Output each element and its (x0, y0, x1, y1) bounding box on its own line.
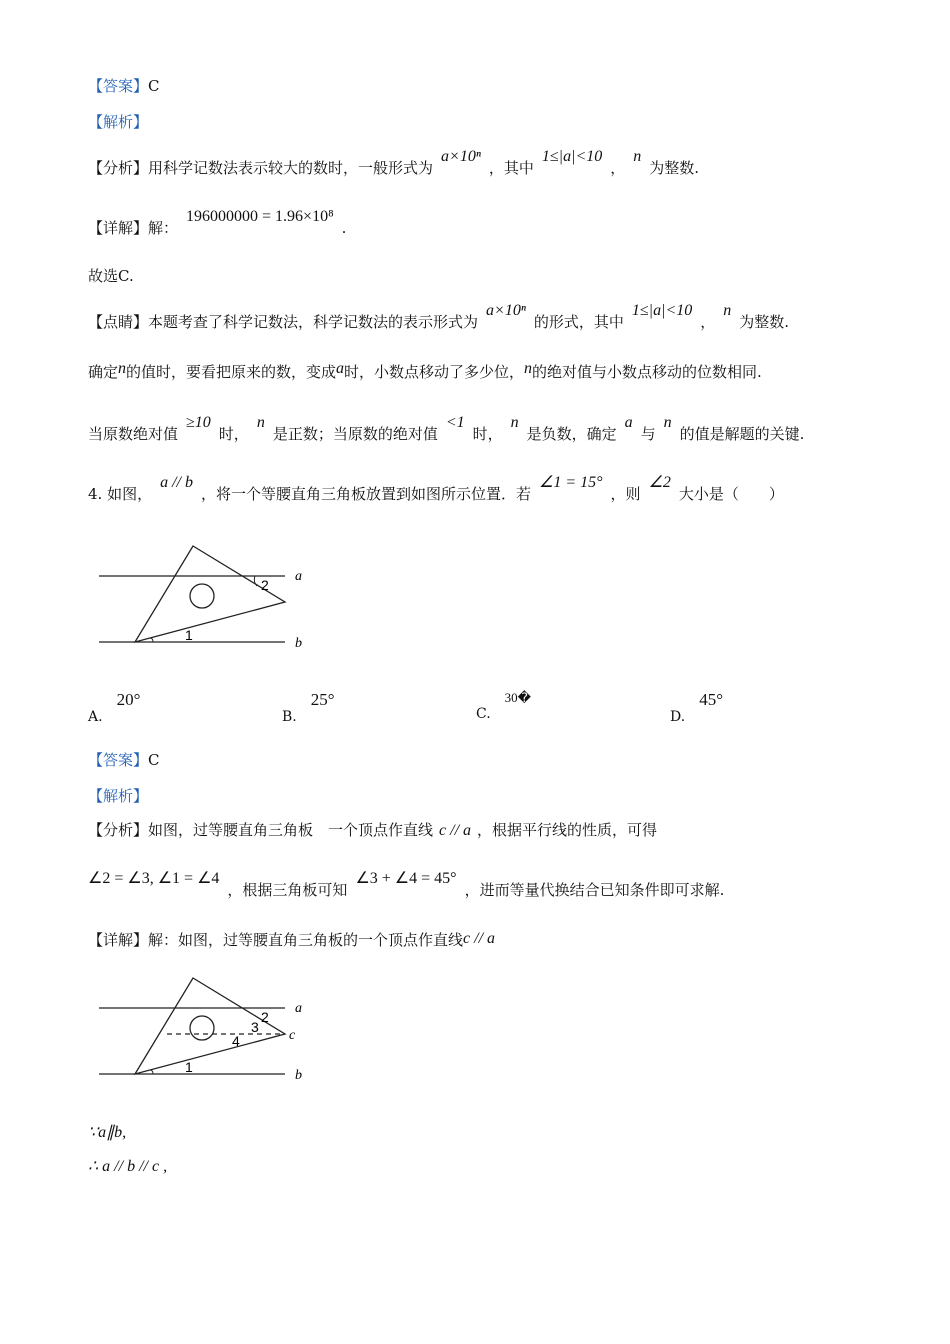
math-expr: ∠2 = ∠3, ∠1 = ∠4 (88, 870, 220, 887)
fenxi-text: 为整数. (649, 159, 700, 177)
option-value: 20° (116, 690, 141, 709)
math-expr: a×10ⁿ (486, 302, 526, 319)
option-letter: B. (282, 709, 297, 725)
fenxi-text: 如图，过等腰直角三角板 一个顶点作直线 (148, 821, 434, 839)
xiangjie-line-2 (88, 930, 495, 951)
math-expr: n (723, 302, 732, 319)
answer-value: C (148, 77, 160, 95)
math-expr: n (510, 414, 519, 431)
label-4: 4 (232, 1033, 240, 1049)
math-expr: 196000000 = 1.96×10⁸ (186, 208, 334, 225)
math-expr: 1≤|a|<10 (631, 302, 693, 319)
math-expr: n (524, 360, 533, 377)
geometry-figure-2 (95, 972, 325, 1087)
text: 是负数，确定 (526, 425, 617, 443)
answer-line-1 (88, 76, 160, 96)
fenxi-line-2b (88, 870, 725, 901)
fenxi-tag: 【分析】 (88, 821, 149, 839)
math-expr: ≥10 (186, 414, 211, 431)
triangle-ruler (135, 546, 285, 642)
label-a: a (295, 569, 302, 584)
text: 的值时，要看把原来的数，变成 (126, 363, 337, 381)
xiangjie-line-1 (88, 208, 347, 239)
ruler-hole (190, 584, 214, 608)
fenxi-tag: 【分析】 (88, 159, 149, 177)
triangle-ruler (135, 978, 285, 1074)
math-expr: n (663, 414, 672, 431)
question-text: ，将一个等腰直角三角板放置到如图所示位置．若 (200, 485, 531, 503)
xiangjie-end: . (341, 219, 347, 237)
text: 的值是解题的关键. (679, 425, 805, 443)
option-value: 30� (504, 690, 532, 705)
xiangjie-text: 解： (148, 219, 179, 237)
fenxi-text: ， (610, 159, 626, 177)
proof-line-2 (88, 1156, 167, 1177)
text: 时， (472, 425, 503, 443)
math-expr: c // a (463, 930, 496, 947)
option-a[interactable] (88, 690, 141, 726)
text: 的绝对值与小数点移动的位数相同. (532, 363, 762, 381)
fenxi-text: ，根据三角板可知 (227, 881, 348, 899)
text: 确定 (88, 363, 119, 381)
analysis-tag: 【解析】 (88, 787, 149, 805)
math-expr: n (256, 414, 265, 431)
dianjing-line (88, 302, 790, 333)
analysis-tag: 【解析】 (88, 113, 149, 131)
fenxi-text: ，其中 (488, 159, 534, 177)
math-expr: a (336, 360, 345, 377)
option-value: 25° (310, 690, 335, 709)
math-expr: ∠2 (648, 474, 671, 491)
fenxi-text: 用科学记数法表示较大的数时，一般形式为 (148, 159, 434, 177)
label-2: 2 (261, 577, 269, 593)
dianjing-text: 的形式，其中 (533, 313, 624, 331)
analysis-tag-2 (88, 786, 148, 806)
math-expr: n (118, 360, 127, 377)
ruler-hole (190, 1016, 214, 1040)
label-b: b (295, 636, 302, 651)
conclusion-line: 故选C. (88, 267, 134, 285)
text: 当原数绝对值 (88, 425, 179, 443)
option-letter: A. (88, 709, 103, 725)
answer-value: C (148, 751, 160, 769)
label-a: a (295, 1001, 302, 1016)
label-3: 3 (251, 1019, 259, 1035)
option-letter: C. (476, 706, 491, 722)
proof-text: ∴ a // b // c , (88, 1158, 168, 1175)
question-text: 大小是（ ） (678, 485, 784, 503)
math-expr: a×10ⁿ (441, 148, 481, 165)
dianjing-text: 为整数. (739, 313, 790, 331)
dianjing-line-3 (88, 414, 805, 445)
math-expr: ∠1 = 15° (539, 474, 603, 491)
dianjing-text: 本题考查了科学记数法，科学记数法的表示形式为 (148, 313, 479, 331)
fenxi-line-2 (88, 820, 657, 841)
fenxi-text: ，进而等量代换结合已知条件即可求解. (464, 881, 725, 899)
math-expr: ∠3 + ∠4 = 45° (355, 870, 457, 887)
question-number: 4. 如图， (88, 485, 153, 503)
math-expr: n (633, 148, 642, 165)
proof-line-1 (88, 1122, 126, 1143)
text: 时，小数点移动了多少位， (344, 363, 525, 381)
question-text: ，则 (610, 485, 641, 503)
text: 是正数；当原数的绝对值 (272, 425, 438, 443)
option-c[interactable] (476, 690, 532, 722)
option-letter: D. (670, 709, 686, 725)
answer-tag: 【答案】 (88, 751, 149, 769)
label-2: 2 (261, 1009, 269, 1025)
option-d[interactable] (670, 690, 723, 726)
fenxi-text: ，根据平行线的性质，可得 (477, 821, 658, 839)
option-value: 45° (699, 690, 723, 709)
text: 与 (640, 425, 656, 443)
label-c: c (289, 1028, 296, 1043)
math-expr: <1 (445, 414, 465, 431)
label-1: 1 (185, 1059, 193, 1075)
answer-tag: 【答案】 (88, 77, 149, 95)
xiangjie-text: 解：如图，过等腰直角三角板的一个顶点作直线 (148, 931, 464, 949)
proof-text: ∵a∥b, (88, 1124, 127, 1141)
math-expr: a (624, 414, 633, 431)
xiangjie-tag: 【详解】 (88, 931, 149, 949)
dianjing-line-2 (88, 362, 762, 383)
analysis-tag-1 (88, 112, 148, 132)
dianjing-tag: 【点睛】 (88, 313, 149, 331)
text: 时， (218, 425, 249, 443)
math-expr: a // b (160, 474, 193, 491)
xiangjie-tag: 【详解】 (88, 219, 149, 237)
fenxi-line-1 (88, 148, 700, 179)
answer-line-2 (88, 750, 160, 770)
dianjing-text: ， (700, 313, 716, 331)
math-expr: c // a (439, 822, 472, 839)
label-1: 1 (185, 627, 193, 643)
label-b: b (295, 1068, 302, 1083)
option-b[interactable] (282, 690, 335, 726)
geometry-figure-1 (95, 540, 325, 655)
question-4 (88, 474, 784, 505)
math-expr: 1≤|a|<10 (541, 148, 603, 165)
